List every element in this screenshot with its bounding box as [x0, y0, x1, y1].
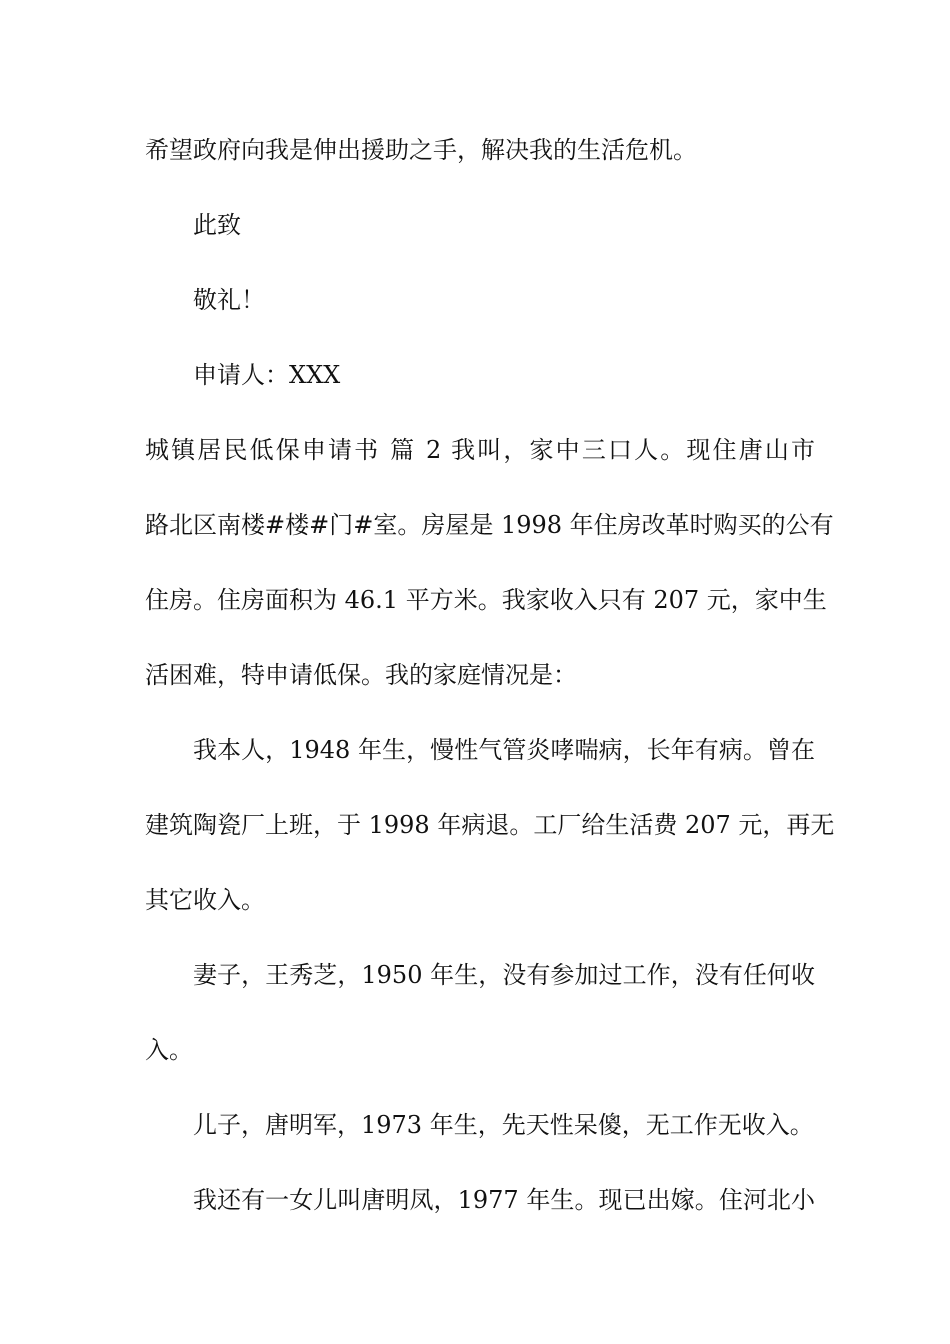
text-line-wife-info: 妻子，王秀芝，1950 年生，没有参加过工作，没有任何收: [193, 961, 815, 989]
text-line-housing: 住房。住房面积为 46.1 平方米。我家收入只有 207 元，家中生: [145, 586, 827, 614]
text-line-hardship: 活困难，特申请低保。我的家庭情况是：: [145, 661, 577, 689]
text-line-closing-request: 希望政府向我是伸出援助之手，解决我的生活危机。: [145, 136, 697, 164]
text-line-salutation: 此致: [193, 211, 241, 239]
text-line-self-work: 建筑陶瓷厂上班，于 1998 年病退。工厂给生活费 207 元，再无: [145, 811, 835, 839]
text-line-address: 路北区南楼#楼#门#室。房屋是 1998 年住房改革时购买的公有: [145, 511, 834, 539]
text-line-self-income: 其它收入。: [145, 886, 265, 914]
text-line-wife-income: 入。: [145, 1036, 193, 1064]
text-line-regards: 敬礼！: [193, 286, 265, 314]
text-line-son-info: 儿子，唐明军，1973 年生，先天性呆傻，无工作无收入。: [193, 1111, 814, 1139]
text-line-self-info: 我本人，1948 年生，慢性气管炎哮喘病，长年有病。曾在: [193, 736, 815, 764]
text-line-applicant: 申请人：XXX: [193, 361, 341, 389]
text-line-section-heading: 城镇居民低保申请书 篇 2 我叫，家中三口人。现住唐山市: [145, 436, 815, 464]
text-line-daughter-info: 我还有一女儿叫唐明凤，1977 年生。现已出嫁。住河北小: [193, 1186, 815, 1214]
